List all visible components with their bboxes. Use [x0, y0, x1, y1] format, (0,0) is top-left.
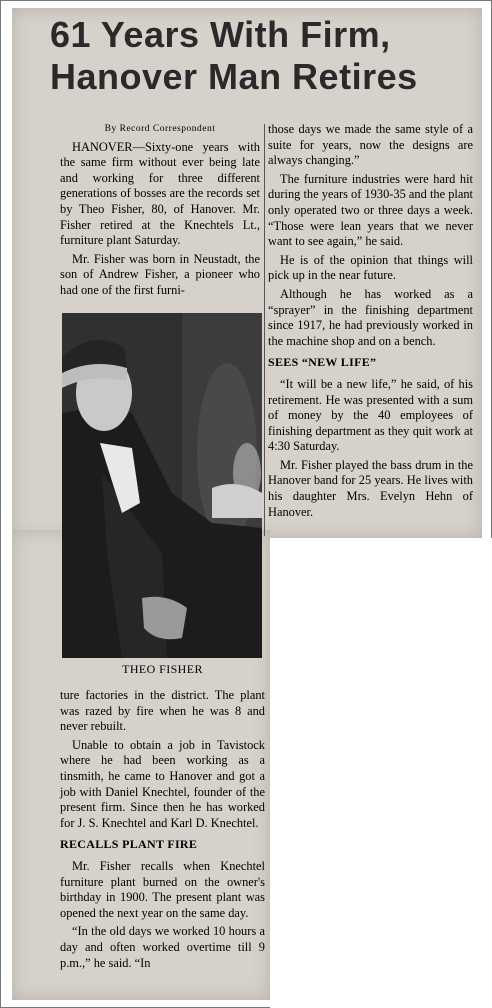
paragraph: Mr. Fisher recalls when Knechtel furniture plant burned on the owner's birthday in 1900. The present plant was opened the next year on the same day.: [60, 858, 265, 920]
article-column-bottom: [60, 688, 265, 974]
byline: By Record Correspondent: [104, 124, 216, 134]
blank-background: [270, 538, 492, 1008]
headline-line-1: 61 Years With Firm,: [50, 14, 391, 55]
paragraph: those days we made the same style of a suite for years, now the designs are always changing.”: [268, 122, 473, 168]
subhead-new-life: SEES “NEW LIFE”: [268, 355, 377, 370]
paragraph: HANOVER—Sixty-one years with the same firm without ever being late and working for three different generations of bosses are the records set by Theo Fisher, 80, of Hanover. Mr. Fisher retired at the Knechtels Lt., furniture plant Saturday.: [60, 139, 260, 248]
column-rule: [264, 124, 265, 536]
headline: [50, 14, 470, 98]
article-column-right: [268, 122, 473, 523]
paragraph: He is of the opinion that things will pick up in the near future.: [268, 252, 473, 283]
portrait-photo: [62, 313, 262, 658]
paragraph: The furniture industries were hard hit during the years of 1930-35 and the plant only operated two or three days a week. “Those were lean years that we never want to see again,” he said.: [268, 171, 473, 249]
subhead-plant-fire: RECALLS PLANT FIRE: [60, 837, 198, 852]
paragraph: “In the old days we worked 10 hours a day and often worked overtime till 9 p.m.,” he said. “In: [60, 924, 265, 970]
article-column-left: [60, 122, 260, 302]
paragraph: Mr. Fisher was born in Neustadt, the son of Andrew Fisher, a pioneer who had one of the first furni-: [60, 251, 260, 297]
paragraph: Unable to obtain a job in Tavistock where he had been working as a tinsmith, he came to Hanover and got a job with Daniel Knechtel, founder of the present firm. Since then he has worked for J. S. Knechtel and Karl D. Knechtel.: [60, 737, 265, 830]
paragraph: Mr. Fisher played the bass drum in the Hanover band for 25 years. He lives with his daughter Mrs. Evelyn Hehn of Hanover.: [268, 457, 473, 519]
paragraph: ture factories in the district. The plant was razed by fire when he was 8 and never rebuilt.: [60, 688, 265, 734]
paragraph: “It will be a new life,” he said, of his retirement. He was presented with a sum of money by the 40 employees of finishing department as they quit work at 4:30 Saturday.: [268, 376, 473, 454]
photo-caption: THEO FISHER: [122, 662, 203, 676]
paragraph: Although he has worked as a “sprayer” in the finishing department since 1917, he had previously worked in the machine shop and on a bench.: [268, 286, 473, 348]
headline-line-2: Hanover Man Retires: [50, 56, 418, 97]
